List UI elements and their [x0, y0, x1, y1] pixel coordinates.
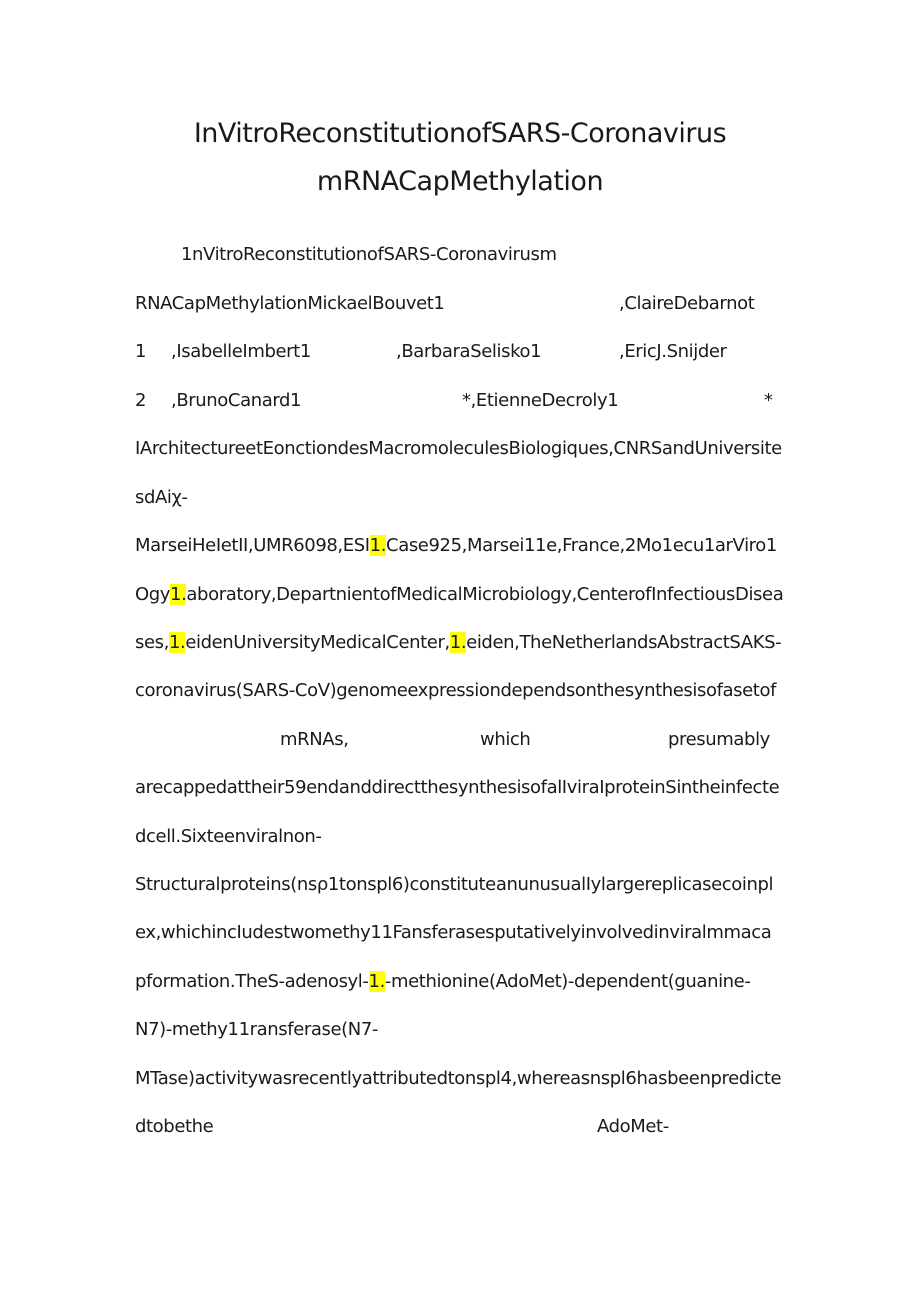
author-text: *	[764, 390, 773, 411]
text-segment: aboratory,DepartnientofMedicalMicrobiology,CenterofInfectiousDisea	[186, 584, 784, 605]
text-line-7	[135, 534, 787, 558]
text-line-5: IArchitectureetEonctiondesMacromoleculesBiologiques,CNRSandUniversite	[135, 438, 782, 459]
highlighted-text: 1.	[168, 632, 186, 653]
author-text: ,BarbaraSelisko1	[396, 341, 542, 362]
text-line-2	[135, 292, 787, 316]
text-segment: dtobethe	[135, 1116, 214, 1137]
text-line-15: ex,whichincIudestwomethy11Fansferasesputativelyinvolvedinviralmmaca	[135, 922, 772, 943]
text-segment: Case925,Marsei11e,France,2Mo1ecu1arViro1	[386, 535, 777, 556]
author-text: ,ClaireDebarnot	[619, 293, 755, 314]
text-line-19	[135, 1115, 787, 1139]
text-line-12: arecappedattheir59endanddirectthesynthesisofalIviraIproteinSintheinfecte	[135, 777, 780, 798]
text-line-6: sdAiχ-	[135, 487, 188, 508]
text-segment: presumably	[668, 729, 770, 750]
text-line-10: coronavirus(SARS-CoV)genomeexpressiondependsonthesynthesisofasetof	[135, 680, 777, 701]
highlighted-text: 1.	[170, 584, 187, 605]
text-line-13: dcell.Sixteenviralnon-	[135, 826, 322, 847]
highlighted-text: 1.	[368, 971, 385, 992]
text-segment: eidenUniversityMedicalCenter,	[185, 632, 450, 653]
author-text: ,EricJ.Snijder	[619, 341, 727, 362]
highlighted-text: 1.	[449, 632, 467, 653]
text-segment: pformation.TheS-adenosyl-	[135, 971, 369, 992]
text-line-17: N7)-methy11ransferase(N7-	[135, 1019, 379, 1040]
text-line-16	[135, 970, 787, 994]
text-segment: MarseiHeIetII,UMR6098,ESI	[135, 535, 370, 556]
document-title-line-1: InVitroReconstitutionofSARS-Coronavirus	[193, 118, 727, 149]
text-line-8	[135, 583, 787, 607]
author-text: ,IsabelleImbert1	[171, 341, 311, 362]
text-line-9	[135, 631, 787, 655]
document-title-line-2: mRNACapMethylation	[316, 166, 604, 197]
text-segment: which	[480, 729, 531, 750]
text-line-1: 1nVitroReconstitutionofSARS-Coronavirusm	[181, 244, 557, 265]
text-segment: ses,	[135, 632, 169, 653]
text-segment: AdoMet-	[597, 1116, 669, 1137]
author-text: *,EtienneDecroly1	[462, 390, 619, 411]
highlighted-text: 1.	[369, 535, 387, 556]
text-segment: mRNAs,	[280, 729, 349, 750]
affiliation-number: 1	[135, 341, 147, 362]
text-line-18: MTase)activitywasrecentlyattributedtonspl4,whereasnspl6hasbeenpredicte	[135, 1068, 782, 1089]
text-segment: -methionine(AdoMet)-dependent(guanine-	[384, 971, 751, 992]
text-line-4	[135, 389, 787, 413]
author-text: ,BrunoCanard1	[171, 390, 302, 411]
affiliation-number: 2	[135, 390, 147, 411]
text-segment: Ogy	[135, 584, 171, 605]
text-line-14: Structuralproteins(nsρ1tonspl6)constituteanunusualIylargereplicasecoinpl	[135, 874, 774, 895]
text-line-11	[135, 728, 787, 752]
author-text: RNACapMethylationMickaelBouvet1	[135, 293, 445, 314]
text-segment: eiden,TheNetherlandsAbstractSAKS-	[466, 632, 782, 653]
text-line-3	[135, 340, 787, 364]
